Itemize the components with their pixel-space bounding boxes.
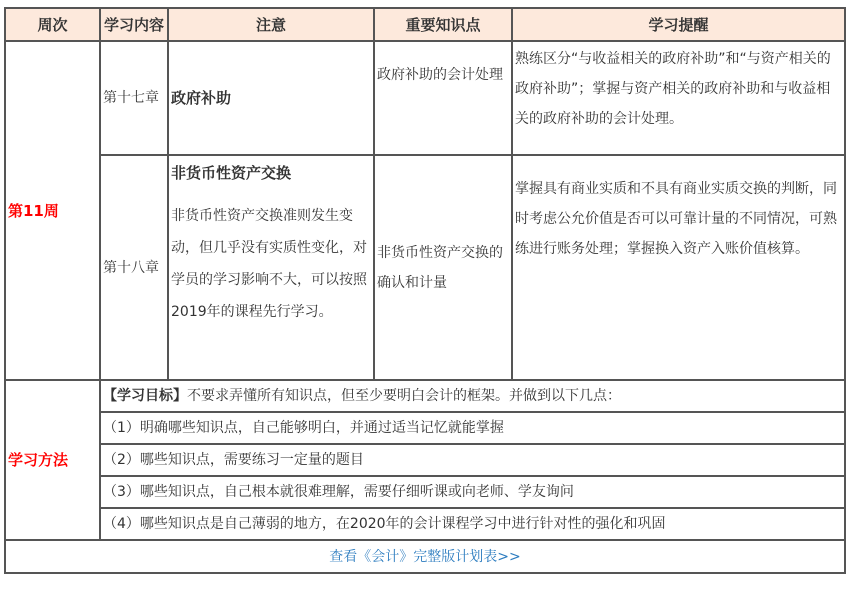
- note-title: 非货币性资产交换: [171, 164, 292, 182]
- header-week: 周次: [5, 8, 100, 41]
- header-key-point: 重要知识点: [374, 8, 512, 41]
- header-reminder: 学习提醒: [512, 8, 845, 41]
- method-item: （1）明确哪些知识点，自己能够明白，并通过适当记忆就能掌握: [100, 412, 845, 444]
- method-label: 学习方法: [5, 380, 100, 540]
- footer-row: [5, 540, 845, 573]
- table-row: [5, 41, 845, 155]
- note-cell: [168, 155, 374, 380]
- header-row: [5, 8, 845, 41]
- header-note: 注意: [168, 8, 374, 41]
- note-title: 政府补助: [171, 89, 232, 107]
- reminder-cell: 掌握具有商业实质和不具有商业实质交换的判断，同时考虑公允价值是否可以可靠计量的不同情况，可熟练进行账务处理；掌握换入资产入账价值核算。: [512, 155, 845, 380]
- method-item: （4）哪些知识点是自己薄弱的地方，在2020年的会计课程学习中进行针对性的强化和巩固: [100, 508, 845, 540]
- goal-cell: [100, 380, 845, 412]
- chapter-cell: 第十七章: [100, 41, 168, 155]
- table-row: [5, 155, 845, 380]
- method-item-row: [5, 412, 845, 444]
- week-label: 第11周: [5, 41, 100, 380]
- method-item: （3）哪些知识点，自己根本就很难理解，需要仔细听课或向老师、学友询问: [100, 476, 845, 508]
- study-plan-table: [4, 7, 846, 574]
- method-item: （2）哪些知识点，需要练习一定量的题目: [100, 444, 845, 476]
- note-cell: [168, 41, 374, 155]
- full-plan-link[interactable]: 查看《会计》完整版计划表>>: [329, 548, 521, 565]
- key-point-cell: 政府补助的会计处理: [374, 41, 512, 155]
- note-body: 非货币性资产交换准则发生变动，但几乎没有实质性变化，对学员的学习影响不大，可以按照2019年的课程先行学习。: [171, 208, 367, 320]
- method-item-row: [5, 444, 845, 476]
- goal-text: 不要求弄懂所有知识点，但至少要明白会计的框架。并做到以下几点：: [187, 388, 621, 404]
- key-point-cell: 非货币性资产交换的确认和计量: [374, 155, 512, 380]
- reminder-cell: 熟练区分“与收益相关的政府补助”和“与资产相关的政府补助”；掌握与资产相关的政府补助和与收益相关的政府补助的会计处理。: [512, 41, 845, 155]
- method-goal-row: [5, 380, 845, 412]
- method-item-row: [5, 476, 845, 508]
- header-content: 学习内容: [100, 8, 168, 41]
- chapter-cell: 第十八章: [100, 155, 168, 380]
- goal-label: 【学习目标】: [103, 388, 187, 404]
- method-item-row: [5, 508, 845, 540]
- footer-cell: [5, 540, 845, 573]
